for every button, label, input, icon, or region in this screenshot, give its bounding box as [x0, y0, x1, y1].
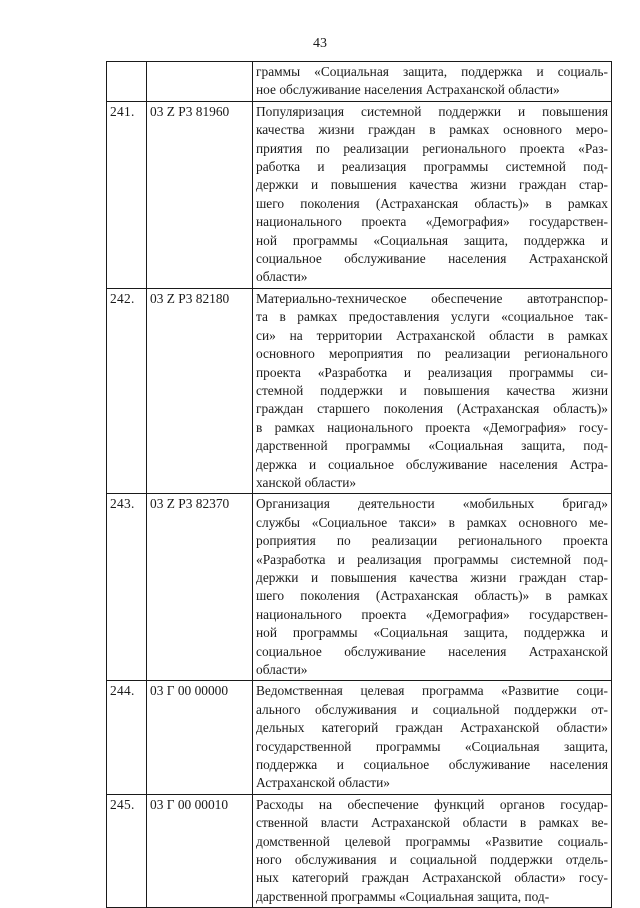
table-row — [107, 794, 612, 907]
row-number-cell: 243. — [107, 494, 147, 681]
description-line: дарственной программы «Социальная защита, под- — [256, 438, 608, 454]
description-line: граждан старшего поколения (Астраханская область)» — [256, 401, 608, 417]
description-line: качества жизни граждан в рамках основного меро- — [256, 122, 608, 138]
description-line: ного обслуживания и социальной поддержки отдель- — [256, 852, 608, 868]
row-number-cell: 245. — [107, 794, 147, 907]
description-line: основного мероприятия по реализации регионального — [256, 346, 608, 362]
description-line: приятия по реализации регионального проекта «Раз- — [256, 140, 608, 156]
description-line: национального проекта «Демография» государствен- — [256, 606, 608, 622]
classification-code-cell — [147, 62, 253, 102]
description-line: Организация деятельности «мобильных бригад» — [256, 496, 608, 512]
description-line: ной программы «Социальная защита, поддержка и — [256, 625, 608, 641]
description-line: Материально-техническое обеспечение автотранспор- — [256, 290, 608, 306]
row-number-cell: 244. — [107, 681, 147, 794]
classification-code-cell: 03 Г 00 00000 — [147, 681, 253, 794]
description-line: стемной поддержки и повышения качества жизни — [256, 382, 608, 398]
description-line: ханской области» — [256, 474, 357, 490]
description-line: Расходы на обеспечение функций органов государ- — [256, 796, 608, 812]
description-line: Ведомственная целевая программа «Развитие соци- — [256, 683, 608, 699]
description-line: дельных категорий граждан Астраханской области» — [256, 720, 608, 736]
description-line: службы «Социальное такси» в рамках основного ме- — [256, 514, 608, 530]
description-line: «Разработка и реализация программы системной под- — [256, 551, 608, 567]
description-line: работка и реализация программы системной под- — [256, 159, 608, 175]
description-line: граммы «Социальная защита, поддержка и социаль- — [256, 64, 608, 79]
description-line: Астраханской области» — [256, 775, 390, 791]
description-line: шего поколения (Астраханская область)» в рамках — [256, 588, 608, 604]
description-line: в рамках национального проекта «Демография» госу- — [256, 419, 608, 435]
budget-classification-table — [106, 61, 612, 908]
classification-code-cell: 03 Z P3 82180 — [147, 288, 253, 493]
row-number-cell: 242. — [107, 288, 147, 493]
row-number-cell: 241. — [107, 101, 147, 288]
table-row — [107, 494, 612, 681]
description-line: Популяризация системной поддержки и повышения — [256, 103, 608, 119]
description-line: области» — [256, 662, 308, 677]
description-line: роприятия по реализации регионального проекта — [256, 533, 608, 549]
description-line: социальное обслуживание населения Астраханской — [256, 643, 608, 659]
expense-description-cell — [253, 288, 612, 493]
table-body — [107, 62, 612, 908]
expense-description-cell — [253, 494, 612, 681]
description-line: шего поколения (Астраханская область)» в рамках — [256, 195, 608, 211]
expense-description-cell — [253, 794, 612, 907]
description-line: ственной власти Астраханской области в рамках ве- — [256, 815, 608, 831]
description-line: домственной целевой программы «Развитие социаль- — [256, 833, 608, 849]
description-line: дарственной программы «Социальная защита, под- — [256, 888, 550, 904]
expense-description-cell — [253, 62, 612, 102]
table-row — [107, 101, 612, 288]
description-line: социальное обслуживание населения Астраханской — [256, 251, 608, 267]
expense-description-cell — [253, 681, 612, 794]
description-line: национального проекта «Демография» государствен- — [256, 214, 608, 230]
description-line: та в рамках предоставления услуги «социальное так- — [256, 309, 608, 325]
description-line: государственной программы «Социальная защита, — [256, 738, 608, 754]
table-row — [107, 288, 612, 493]
description-line: держка и социальное обслуживание населения Астра- — [256, 456, 608, 472]
description-line: си» на территории Астраханской области в рамках — [256, 327, 608, 343]
description-line: проекта «Разработка и реализация программы си- — [256, 364, 608, 380]
description-line: ных категорий граждан Астраханской области» госу- — [256, 870, 608, 886]
description-line: ное обслуживание населения Астраханской области» — [256, 82, 560, 98]
description-line: держки и повышения качества жизни граждан стар- — [256, 569, 608, 585]
classification-code-cell: 03 Г 00 00010 — [147, 794, 253, 907]
expense-description-cell — [253, 101, 612, 288]
table-row — [107, 62, 612, 102]
description-line: ального обслуживания и социальной поддержки от- — [256, 701, 608, 717]
table-row — [107, 681, 612, 794]
description-line: держки и повышения качества жизни граждан стар- — [256, 177, 608, 193]
description-line: ной программы «Социальная защита, поддержка и — [256, 232, 608, 248]
classification-code-cell: 03 Z P3 81960 — [147, 101, 253, 288]
classification-code-cell: 03 Z P3 82370 — [147, 494, 253, 681]
description-line: области» — [256, 269, 308, 285]
description-line: поддержка и социальное обслуживание населения — [256, 757, 608, 773]
row-number-cell — [107, 62, 147, 102]
page-number: 43 — [313, 36, 327, 51]
